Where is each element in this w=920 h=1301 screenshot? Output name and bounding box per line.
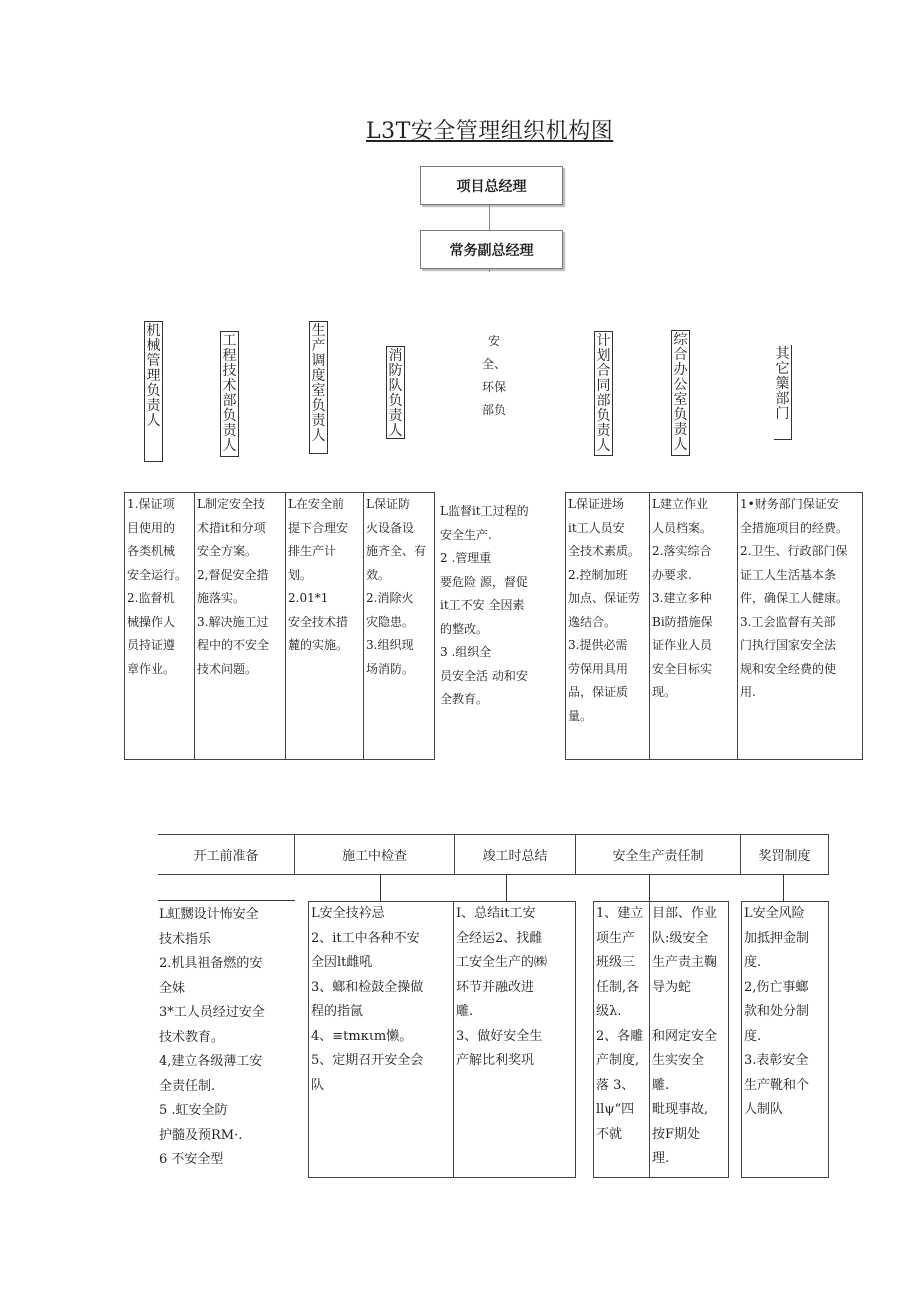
header-pre-construction: 开工前准备	[158, 834, 295, 875]
connector-line	[649, 875, 650, 901]
connector-line	[380, 875, 381, 901]
pre-construction-items: L虹嬲设计怖安全 技术指乐 2.机具祖备燃的安 全妹 3*工人员经过安全 技术教育。 4,建立各级薄工安 全责任制. 5 .虹安全防 护髓及预RM·. 6 不安全型	[159, 907, 265, 1167]
general-manager-box: 项目总经理	[420, 166, 563, 205]
connector-line	[506, 875, 507, 901]
connector-line	[489, 268, 490, 272]
deputy-manager-box: 常务副总经理	[420, 230, 563, 269]
dept-office: 综合办公室负责人	[671, 330, 690, 456]
in-construction-items: L安全技衿忌 2、it工中各种不安 全因lt雌吼 3、螂和检鼓全操做 程的指氤 4、≡tmкιm懒。 5、定期召开安全会 队	[308, 901, 454, 1178]
duty-fire: L保证防 火设备设 施齐全、有 效。 2.消除火 灾隐患。 3.组织现 场消防。	[363, 492, 435, 760]
duty-machinery: 1.保证项 目使用的 各类机械 安全运行。 2.监督机 械操作人 员持证遵 章作业。	[124, 492, 195, 760]
header-responsibility: 安全生产责任制	[575, 834, 741, 875]
header-reward-penalty: 奖罚制度	[740, 834, 829, 875]
dept-engineering: 工程技术部负责人	[220, 331, 239, 457]
responsibility-items-right: 目部、作业 队:级安全 生产责主鞠 导为蛇 和网定安全 生实安全 雕. 毗现事故, 按F期处 理.	[649, 901, 729, 1178]
header-in-construction: 施工中检查	[294, 834, 455, 875]
duty-planning: L保证进场 it工人员安 全技术素质。 2.控制加班 加点、保证劳 逸结合。 3.提供必需 劳保用具用 品，保证质 量。	[565, 492, 650, 760]
dept-production: 生产调度室负责人	[309, 321, 328, 454]
header-completion: 竣工时总结	[454, 834, 576, 875]
reward-penalty-items: L安全风险 加抵押金制 度. 2,伤亡事螂 款和处分制 度. 3.表彰安全 生产靴和个 人制队	[741, 901, 829, 1178]
dept-machinery: 机械管理负责人	[144, 321, 163, 462]
page-title: L3T安全管理组织机构图	[366, 119, 614, 144]
duty-other: 1•财务部门保证安 全措施项目的经费。 2.卫生、行政部门保 证工人生活基本条 件，确保工人健康。 3.工会监督有关部 门执行国家安全法 规和安全经费的使 用.	[737, 492, 863, 760]
duty-engineering: L制定安全技 术措it和分项 安全方案。 2,督促安全措 施落实。 3.解决施工过 程中的不安全 技术问题。	[194, 492, 286, 760]
duty-production: L在安全前 提下合理安 排生产计 划。 2.01*1 安全技术措 麓的实施。	[285, 492, 364, 760]
connector-line	[489, 205, 490, 230]
responsibility-items-left: 1、建立 项生产 班级三 任制,各 级λ. 2、各雕 产制度, 落 3、 llψ“四 不就	[593, 901, 650, 1178]
divider-line	[158, 900, 295, 901]
dept-fire: 消防队负责人	[386, 346, 405, 439]
dept-other: 其它篥部门	[774, 345, 792, 440]
duty-office: L建立作业 人员档案。 2.落实综合 办要求. 3.建立多种 Bi防措施保 证作业人员 安全目标实 现。	[649, 492, 738, 760]
completion-items: I、总结it工安 全经运2、找雌 工安全生产的㈱ 环节并融改进 雕. 3、做好安全生 产解比利奖巩	[453, 901, 576, 1178]
duty-safety: L监督it工过程的 安全生产. 2 .管理重 要危险 源，督促 it工不安 全因素 的整改。 3 .组织全 员安全活 动和安 全教育。	[440, 504, 529, 706]
dept-planning: 计划合同部负责人	[594, 331, 613, 456]
connector-line	[783, 875, 784, 901]
dept-safety: 安 全、 环保 部负	[481, 334, 506, 417]
